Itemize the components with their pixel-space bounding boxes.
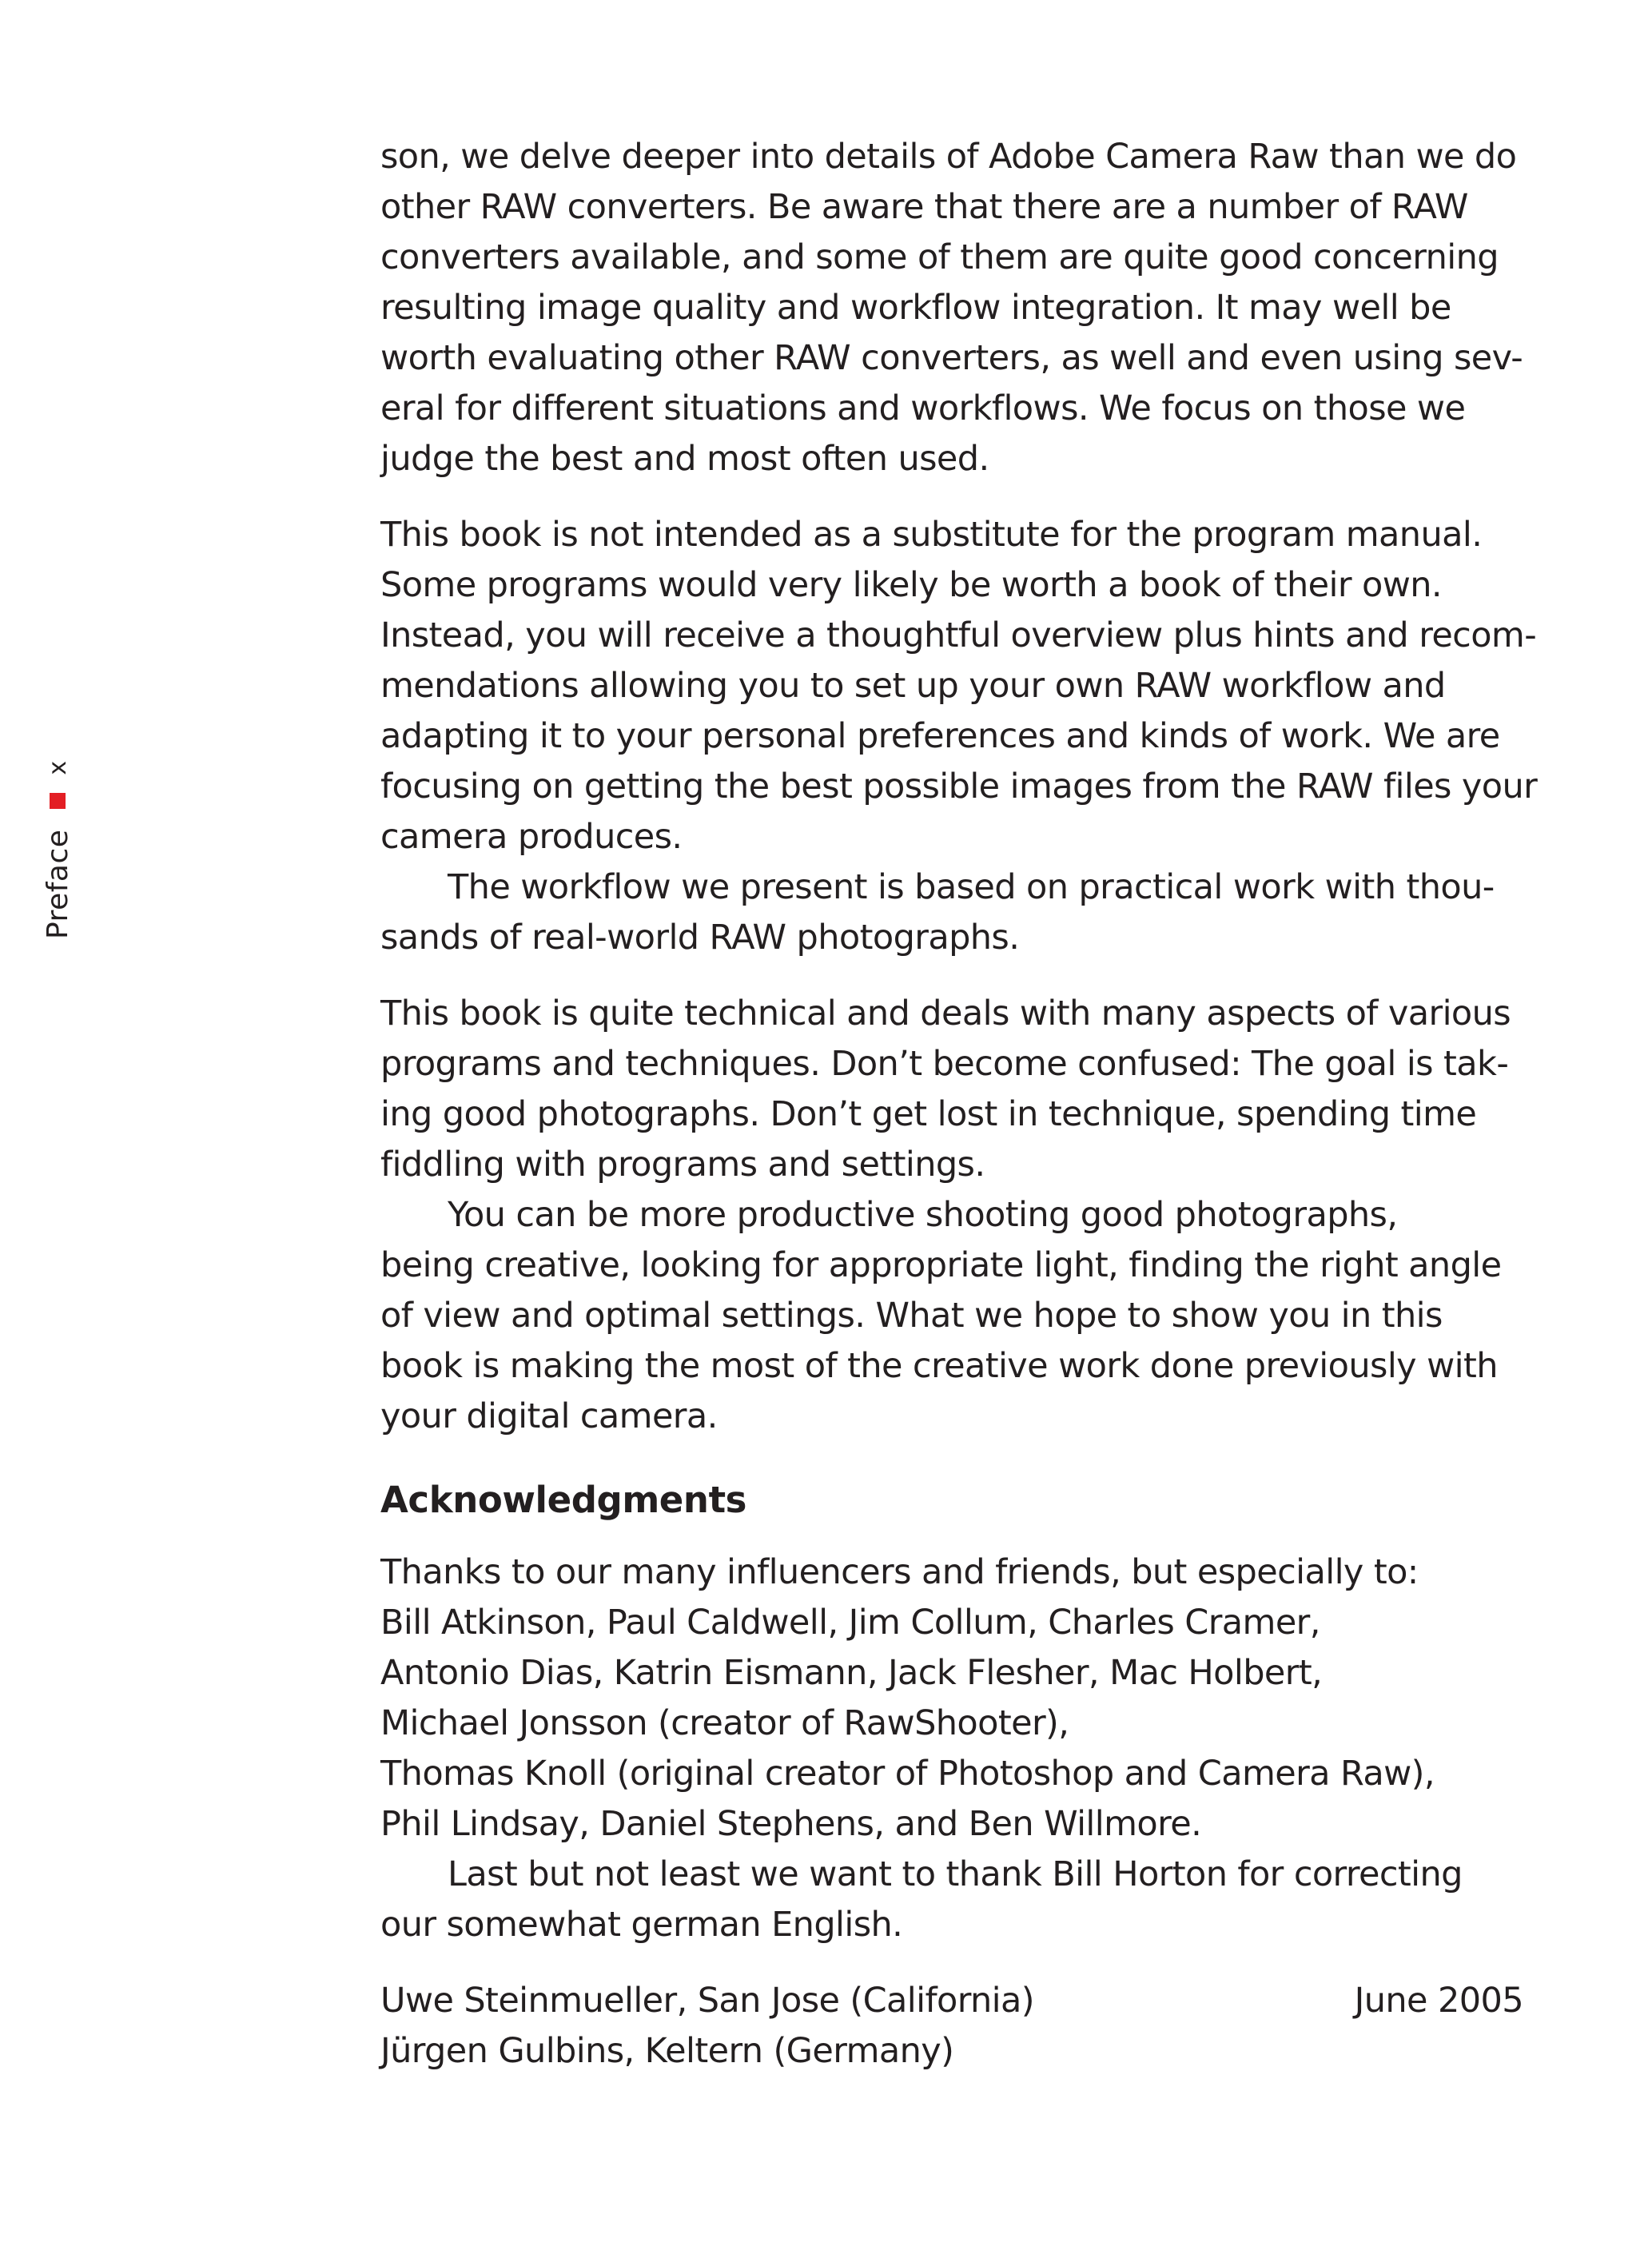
page-number: x [43, 760, 72, 775]
paragraph [380, 510, 1538, 963]
text-line: your digital camera. [380, 1396, 718, 1436]
section-title: Preface [41, 829, 74, 939]
paragraph-spacer [380, 1950, 1523, 1976]
text-line: You can be more productive shooting good photographs, [448, 1195, 1398, 1235]
text-line: Thanks to our many influencers and friends, but especially to: [380, 1552, 1419, 1592]
signature-row [380, 1976, 1523, 2026]
text-line: book is making the most of the creative work done previously with [380, 1346, 1498, 1386]
text-line: Last but not least we want to thank Bill Horton for correcting [448, 1854, 1463, 1894]
text-line: eral for different situations and workflows. We focus on those we [380, 388, 1466, 428]
running-head-side-tab [40, 707, 75, 939]
text-line: of view and optimal settings. What we hope to show you in this [380, 1296, 1443, 1336]
text-line: Bill Atkinson, Paul Caldwell, Jim Collum, Charles Cramer, [380, 1603, 1320, 1643]
red-square-marker [50, 793, 66, 809]
text-line: being creative, looking for appropriate light, finding the right angle [380, 1245, 1502, 1285]
text-line: camera produces. [380, 817, 683, 857]
text-line: focusing on getting the best possible images from the RAW files your [380, 767, 1538, 806]
signature-date: June 2005 [1354, 1981, 1523, 2021]
text-line: Michael Jonsson (creator of RawShooter), [380, 1703, 1069, 1743]
signature-block [380, 1976, 1523, 2077]
text-line: sands of real-world RAW photographs. [380, 918, 1020, 958]
text-line: The workflow we present is based on practical work with thou- [448, 867, 1495, 907]
paragraph [380, 1547, 1523, 1950]
text-line: mendations allowing you to set up your own RAW workflow and [380, 666, 1446, 706]
text-line: other RAW converters. Be aware that there are a number of RAW [380, 187, 1468, 227]
text-line: son, we delve deeper into details of Adobe Camera Raw than we do [380, 137, 1517, 177]
text-line: Phil Lindsay, Daniel Stephens, and Ben Willmore. [380, 1804, 1202, 1844]
text-line: converters available, and some of them are quite good concerning [380, 237, 1499, 277]
section-heading: Acknowledgments [380, 1479, 747, 1521]
text-line: fiddling with programs and settings. [380, 1145, 985, 1185]
text-line: worth evaluating other RAW converters, as well and even using sev- [380, 338, 1523, 378]
text-line: ing good photographs. Don’t get lost in technique, spending time [380, 1094, 1477, 1134]
text-line: our somewhat german English. [380, 1905, 903, 1945]
text-line: Some programs would very likely be worth a book of their own. [380, 565, 1442, 605]
text-line: This book is quite technical and deals with many aspects of various [380, 994, 1511, 1033]
text-line: Instead, you will receive a thoughtful overview plus hints and recom- [380, 615, 1537, 655]
paragraph-spacer [380, 484, 1523, 510]
page-body [380, 132, 1538, 2077]
text-line: Antonio Dias, Katrin Eismann, Jack Flesher, Mac Holbert, [380, 1653, 1323, 1693]
text-line: This book is not intended as a substitute for the program manual. [380, 515, 1483, 555]
author-line: Jürgen Gulbins, Keltern (Germany) [380, 2031, 954, 2071]
author-line: Uwe Steinmueller, San Jose (California) [380, 1981, 1034, 2021]
text-line: Thomas Knoll (original creator of Photoshop and Camera Raw), [380, 1754, 1435, 1794]
text-line: adapting it to your personal preferences and kinds of work. We are [380, 716, 1500, 756]
text-line: judge the best and most often used. [380, 439, 989, 479]
signature-row [380, 2026, 1523, 2077]
text-line: resulting image quality and workflow integration. It may well be [380, 288, 1451, 328]
paragraph-spacer [380, 963, 1523, 989]
paragraph [380, 132, 1523, 484]
text-line: programs and techniques. Don’t become confused: The goal is tak- [380, 1044, 1509, 1084]
paragraph [380, 989, 1523, 1442]
